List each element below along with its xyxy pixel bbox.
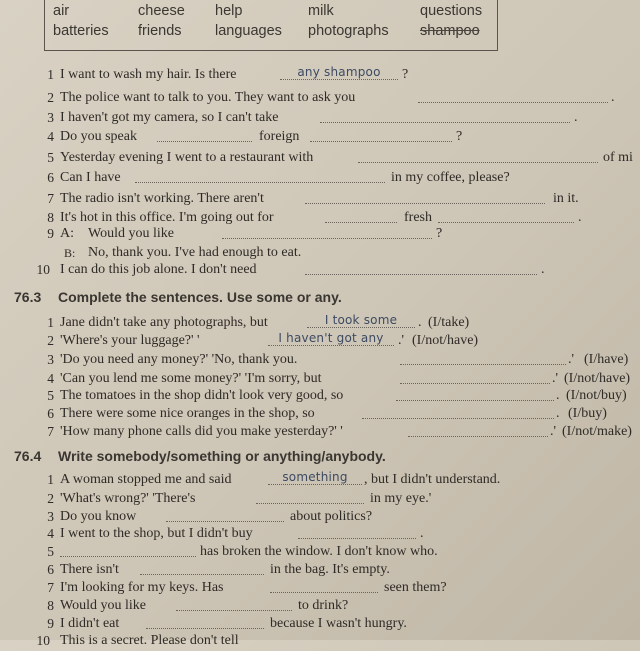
section-number: 76.4 [14,448,42,464]
exercise-line: 9 I didn't eat because I wasn't hungry. [47,616,407,631]
exercise-line: 3 'Do you need any money?' 'No, thank you. .' (I/have) [47,352,629,367]
handwritten-answer: I took some [324,313,398,327]
exercise-line: 9 A: Would you like ? [47,226,443,241]
exercise-line: 8 Would you like to drink? [47,598,349,613]
exercise-line: 2 'Where's your luggage?' ' I haven't got any .' (I/not/have) [0,331,640,351]
word-item: help [215,3,243,19]
answer-blank[interactable] [305,203,545,204]
exercise-line: 4 Do you speak foreign ? [47,129,463,144]
answer-blank[interactable] [256,503,364,504]
word-item: questions [420,3,483,19]
answer-blank[interactable] [135,182,385,183]
word-item: languages [215,23,282,39]
section-title: Complete the sentences. Use some or any. [58,289,342,305]
answer-blank[interactable] [176,610,292,611]
word-item: photographs [308,23,389,39]
exercise-line: 1 Jane didn't take any photographs, but I took some . (I/take) [0,313,640,333]
answer-blank[interactable] [222,238,432,239]
handwritten-answer: I haven't got any [278,331,384,345]
handwritten-answer: any shampoo [297,65,381,79]
answer-blank[interactable] [310,141,452,142]
word-item: batteries [53,23,109,39]
answer-blank[interactable] [325,222,397,223]
answer-blank[interactable] [166,521,284,522]
section-number: 76.3 [14,289,42,305]
answer-blank[interactable] [60,556,196,557]
exercise-line: 8 It's hot in this office. I'm going out for fresh . [47,210,582,225]
answer-blank[interactable] [270,592,378,593]
exercise-line: 7 I'm looking for my keys. Has seen them? [47,580,447,595]
exercise-line: 6 There isn't in the bag. It's empty. [47,562,390,577]
word-item: air [53,3,70,19]
exercise-line: 3 I haven't got my camera, so I can't take . [47,110,578,125]
answer-blank[interactable] [438,222,574,223]
exercise-line: 4 I went to the shop, but I didn't buy . [47,526,424,541]
handwritten-answer: something [282,470,348,484]
word-item: friends [138,23,182,39]
answer-blank[interactable] [418,102,608,103]
exercise-line: 7 'How many phone calls did you make yesterday?' ' .' (I/not/make) [47,424,632,439]
answer-blank[interactable] [298,538,416,539]
word-box [44,0,498,51]
answer-blank[interactable] [140,574,264,575]
exercise-line: 10 This is a secret. Please don't tell [36,633,239,648]
section-title: Write somebody/something or anything/anybody. [58,448,386,464]
exercise-line: 2 The police want to talk to you. They want to ask you . [47,90,615,105]
exercise-line: B: No, thank you. I've had enough to eat. [64,245,302,260]
answer-blank[interactable] [157,141,252,142]
exercise-line: 5 has broken the window. I don't know who. [47,544,438,559]
answer-blank[interactable] [320,122,570,123]
exercise-line: 2 'What's wrong?' 'There's in my eye.' [47,491,432,506]
exercise-line: 1 A woman stopped me and said something , but I didn't understand. [0,470,640,490]
exercise-line: 1 I want to wash my hair. Is there any shampoo ? [0,65,640,85]
word-item: cheese [138,3,185,19]
exercise-line: 4 'Can you lend me some money?' 'I'm sorry, but .' (I/not/have) [47,371,631,386]
answer-blank[interactable] [362,418,554,419]
answer-blank[interactable] [358,162,598,163]
answer-blank[interactable] [396,400,554,401]
exercise-line: 5 The tomatoes in the shop didn't look very good, so . (I/not/buy) [47,388,627,403]
answer-blank[interactable] [305,274,537,275]
exercise-line: 7 The radio isn't working. There aren't in it. [47,191,579,206]
word-item: milk [308,3,334,19]
answer-blank[interactable] [146,628,264,629]
exercise-line: 3 Do you know about politics? [47,509,373,524]
exercise-line: 10 I can do this job alone. I don't need . [36,262,545,277]
answer-blank[interactable] [400,383,550,384]
exercise-line: 6 Can I have in my coffee, please? [47,170,510,185]
answer-blank[interactable] [400,364,566,365]
answer-blank[interactable] [408,436,548,437]
exercise-line: 5 Yesterday evening I went to a restaurant with of mi [47,150,633,165]
word-item-crossed-out: shampoo [420,23,480,39]
exercise-line: 6 There were some nice oranges in the shop, so . (I/buy) [47,406,607,421]
